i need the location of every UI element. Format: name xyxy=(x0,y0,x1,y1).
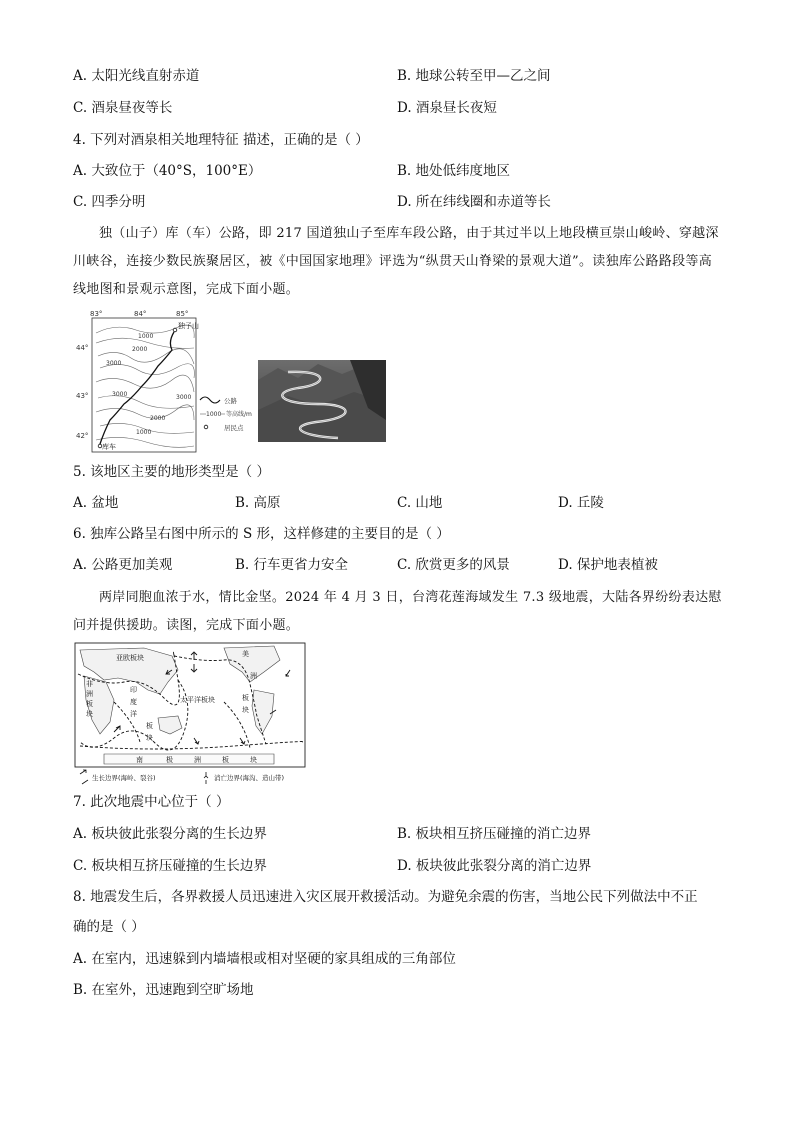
q4-option-d: D. 所在纬线圈和赤道等长 xyxy=(397,194,551,210)
label-eurasian-plate: 亚欧板块 xyxy=(116,654,144,662)
q7-option-a: A. 板块彼此张裂分离的生长边界 xyxy=(73,826,267,842)
contour-label: 1000 xyxy=(138,333,154,340)
q3-option-d: D. 酒泉昼长夜短 xyxy=(397,100,497,116)
contour-label: 2000 xyxy=(132,346,148,353)
label-indian-plate: 洋 xyxy=(130,710,137,718)
q8-stem-line1: 8. 地震发生后，各界救援人员迅速进入灾区展开救援活动。为避免余震的伤害，当地公民下列做法中不正 xyxy=(73,889,698,905)
lat-label-44: 44° xyxy=(76,344,89,352)
lon-label-85: 85° xyxy=(176,310,189,318)
q4-stem: 4. 下列对酒泉相关地理特征 描述，正确的是（ ） xyxy=(73,132,369,148)
antarctica-landmass xyxy=(104,754,274,764)
lon-label-83: 83° xyxy=(90,310,103,318)
lat-label-42: 42° xyxy=(76,432,89,440)
q6-option-a: A. 公路更加美观 xyxy=(73,557,173,573)
q6-option-d: D. 保护地表植被 xyxy=(558,557,658,573)
q5-option-b: B. 高原 xyxy=(235,495,281,511)
lon-label-84: 84° xyxy=(134,310,147,318)
q3-option-c: C. 酒泉昼夜等长 xyxy=(73,100,173,116)
legend-growing-boundary: 生长边界(海岭、裂谷) xyxy=(92,774,156,782)
q7-option-b: B. 板块相互挤压碰撞的消亡边界 xyxy=(397,826,592,842)
contour-label: 1000 xyxy=(136,429,152,436)
landscape-photo xyxy=(258,360,386,442)
label-antarctic-plate: 极 xyxy=(166,756,173,764)
q6-stem: 6. 独库公路呈右图中所示的 S 形，这样修建的主要目的是（ ） xyxy=(73,526,450,542)
legend-subduction-boundary: 消亡边界(海沟、造山带) xyxy=(214,774,285,782)
q5-stem: 5. 该地区主要的地形类型是（ ） xyxy=(73,464,270,480)
contour-label: 3000 xyxy=(106,360,122,367)
label-indian-plate: 印 xyxy=(130,686,137,694)
q3-option-a: A. 太阳光线直射赤道 xyxy=(73,68,200,84)
q5-option-a: A. 盆地 xyxy=(73,495,119,511)
label-antarctic-plate: 洲 xyxy=(194,756,201,764)
q7-option-c: C. 板块相互挤压碰撞的生长边界 xyxy=(73,858,267,874)
label-pacific-plate: 太平洋板块 xyxy=(180,696,215,704)
plate-boundary-map xyxy=(74,642,306,786)
q8-stem-line2: 确的是（ ） xyxy=(73,919,145,935)
legend-contour-value: 1000 xyxy=(206,411,222,418)
q7-option-d: D. 板块彼此张裂分离的消亡边界 xyxy=(397,858,592,874)
q6-option-b: B. 行车更省力安全 xyxy=(235,557,349,573)
place-dushanzi: 独子山 xyxy=(178,322,199,330)
growing-boundary-legend-icon xyxy=(80,770,88,784)
q3-option-b: B. 地球公转至甲—乙之间 xyxy=(397,68,551,84)
passage-hualien-earthquake: 两岸同胞血浓于水，情比金坚。2024 年 4 月 3 日，台湾花莲海域发生 7.3 级地震，大陆各界纷纷表达慰问并提供援助。读图，完成下面小题。 xyxy=(73,590,722,633)
label-indian-plate: 板 xyxy=(146,722,153,730)
label-american-plate: 板 xyxy=(242,694,249,702)
q4-option-a: A. 大致位于（40°S，100°E） xyxy=(73,163,262,179)
q7-stem: 7. 此次地震中心位于（ ） xyxy=(73,794,230,810)
road-legend-icon xyxy=(200,397,220,403)
label-african-plate: 非 xyxy=(86,680,93,688)
label-american-plate: 块 xyxy=(242,706,249,714)
contour-label: 2000 xyxy=(150,415,166,422)
legend-road: 公路 xyxy=(224,397,237,405)
label-african-plate: 块 xyxy=(86,710,93,718)
label-indian-plate: 度 xyxy=(130,698,137,706)
contour-label: 3000 xyxy=(112,391,128,398)
place-kuche: 库车 xyxy=(102,443,116,451)
q5-option-d: D. 丘陵 xyxy=(558,495,604,511)
contour-map xyxy=(76,308,254,456)
q4-option-b: B. 地处低纬度地区 xyxy=(397,163,511,179)
label-antarctic-plate: 南 xyxy=(136,756,143,764)
label-antarctic-plate: 板 xyxy=(222,756,229,764)
passage-duku-road: 独（山子）库（车）公路，即 217 国道独山子至库车段公路，由于其过半以上地段横亘崇山峻岭、穿越深川峡谷，连接少数民族聚居区，被《中国国家地理》评选为“纵贯天山脊梁的景观大道”。读独库公路路段等高线地图和景观示意图，完成下面小题。 xyxy=(73,226,719,297)
q5-option-c: C. 山地 xyxy=(397,495,443,511)
label-american-plate: 美 xyxy=(242,650,249,658)
lat-label-43: 43° xyxy=(76,392,89,400)
legend-contour: 等高线/m xyxy=(226,411,252,418)
label-antarctic-plate: 块 xyxy=(250,756,257,764)
q8-option-a: A. 在室内，迅速躲到内墙墙根或相对坚硬的家具组成的三角部位 xyxy=(73,951,456,967)
legend-settlement: 居民点 xyxy=(224,424,244,432)
q8-option-b: B. 在室外，迅速跑到空旷场地 xyxy=(73,982,254,998)
settlement-legend-icon xyxy=(204,425,208,429)
q6-option-c: C. 欣赏更多的风景 xyxy=(397,557,510,573)
q4-option-c: C. 四季分明 xyxy=(73,194,146,210)
label-african-plate: 洲 xyxy=(86,690,93,698)
label-american-plate: 洲 xyxy=(250,672,257,680)
label-african-plate: 板 xyxy=(86,700,93,708)
contour-label: 3000 xyxy=(176,394,192,401)
subduction-boundary-legend-icon xyxy=(204,772,208,784)
label-indian-plate: 块 xyxy=(146,734,153,742)
